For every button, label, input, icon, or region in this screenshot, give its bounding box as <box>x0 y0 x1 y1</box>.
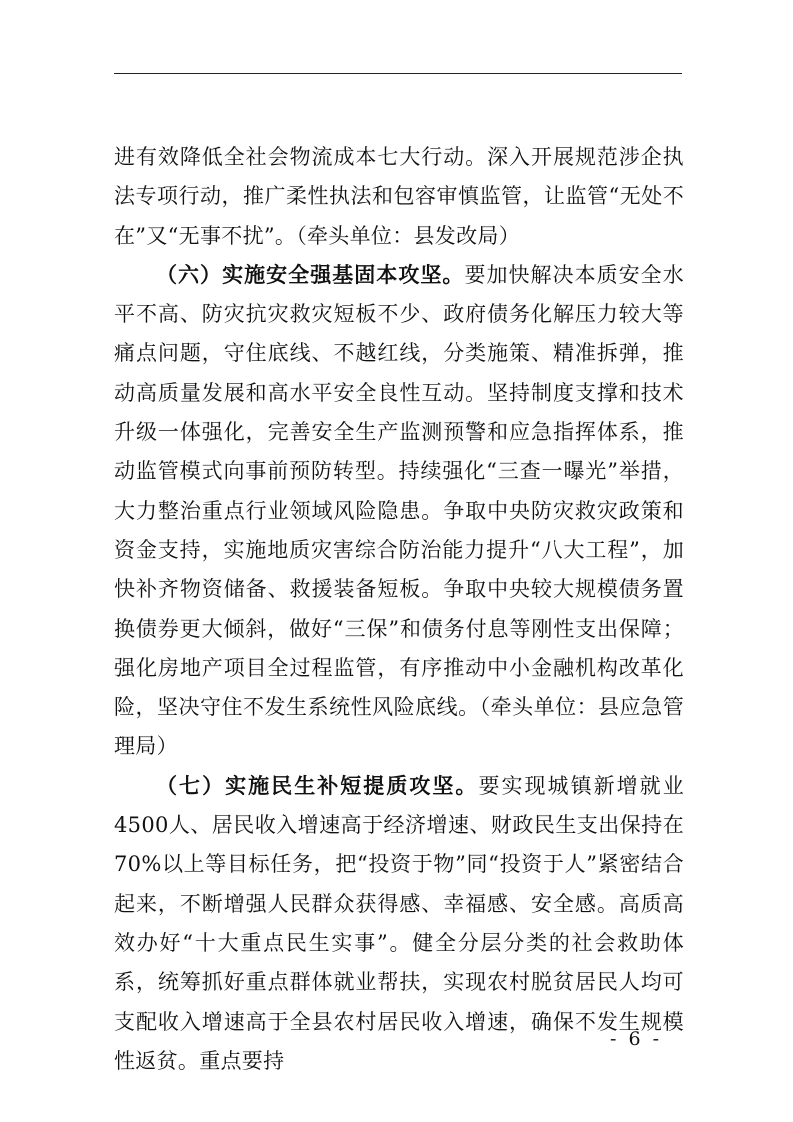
paragraph-text: 要加快解决本质安全水平不高、防灾抗灾救灾短板不少、政府债务化解压力较大等痛点问题，守住底线、不越红线，分类施策、精准拆弹，推动高质量发展和高水平安全良性互动。坚持制度支撑和技术升级一体强化，完善安全生产监测预警和应急指挥体系，推动监管模式向事前预防转型。持续强化“三查一曝光”举措，大力整治重点行业领域风险隐患。争取中央防灾救灾政策和资金支持，实施地质灾害综合防治能力提升“八大工程”，加快补齐物资储备、救援装备短板。争取中央较大规模债务置换债券更大倾斜，做好“三保”和债务付息等刚性支出保障；强化房地产项目全过程监管，有序推动中小金融机构改革化险，坚决守住不发生系统性风险底线。（牵头单位：县应急管理局） <box>114 262 685 759</box>
page-number: - 6 - <box>610 1028 663 1050</box>
paragraph-text: 进有效降低全社会物流成本七大行动。深入开展规范涉企执法专项行动，推广柔性执法和包容审慎监管，让监管“无处不在”又“无事不扰”。（牵头单位：县发改局） <box>114 145 684 248</box>
document-body <box>114 138 684 1081</box>
paragraph-text: 要实现城镇新增就业4500人、居民收入增速高于经济增速、财政民生支出保持在70%以上等目标任务，把“投资于物”同“投资于人”紧密结合起来，不断增强人民群众获得感、幸福感、安全感。高质高效办好“十大重点民生实事”。健全分层分类的社会救助体系，统筹抓好重点群体就业帮扶，实现农村脱贫居民人均可支配收入增速高于全县农村居民收入增速，确保不发生规模性返贫。重点要持 <box>114 773 685 1073</box>
header-rule <box>114 73 682 74</box>
paragraph-section-6 <box>114 256 684 767</box>
section-heading: （七）实施民生补短提质攻坚。 <box>156 773 479 798</box>
section-heading: （六）实施安全强基固本攻坚。 <box>156 262 465 287</box>
paragraph-continued <box>114 138 684 256</box>
paragraph-section-7 <box>114 767 684 1081</box>
